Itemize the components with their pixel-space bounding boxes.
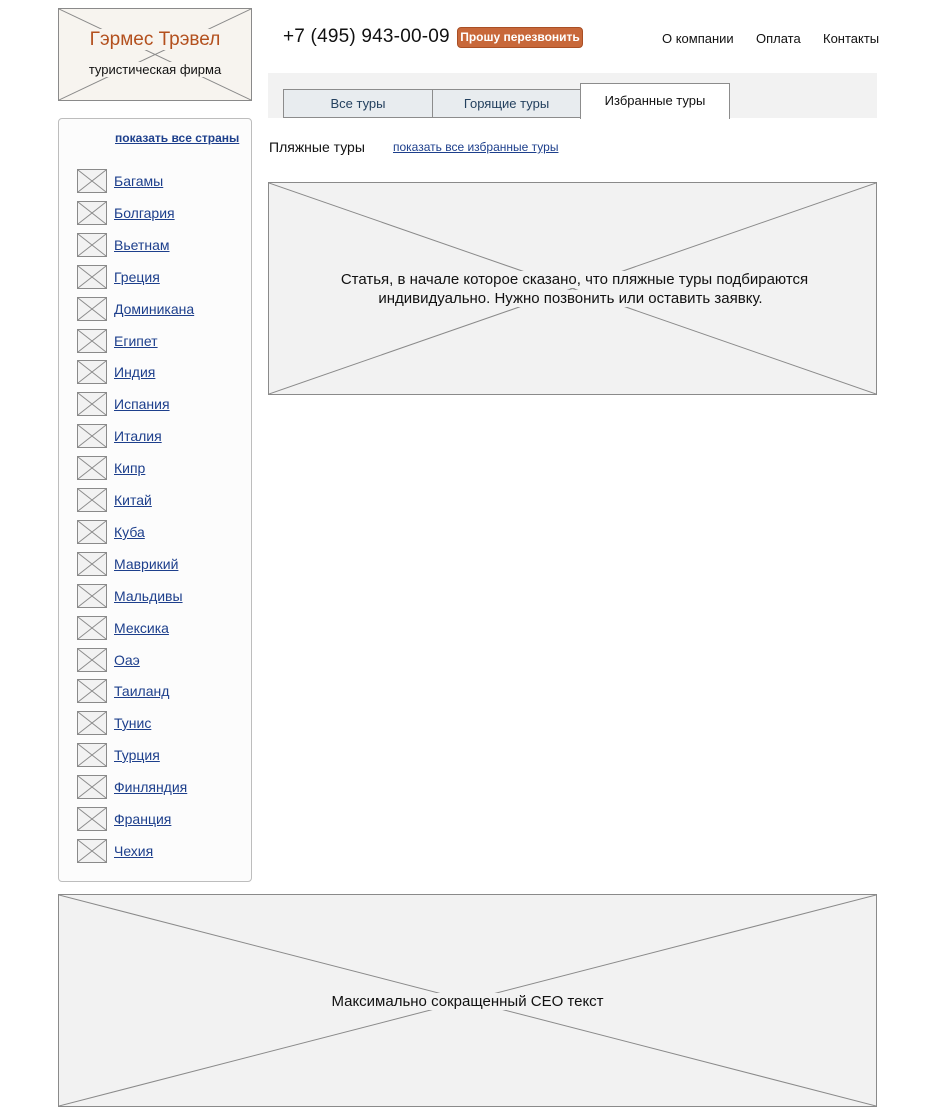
country-thumbnail-icon	[77, 424, 107, 448]
article-placeholder	[268, 182, 877, 395]
list-item[interactable]	[77, 329, 247, 355]
country-link[interactable]: Болгария	[114, 205, 175, 221]
country-link[interactable]: Тунис	[114, 715, 152, 731]
list-item[interactable]	[77, 839, 247, 865]
list-item[interactable]	[77, 456, 247, 482]
list-item[interactable]	[77, 488, 247, 514]
brand-name: Гэрмес Трэвел	[89, 29, 221, 50]
country-link[interactable]: Доминикана	[114, 301, 195, 317]
country-thumbnail-icon	[77, 265, 107, 289]
country-thumbnail-icon	[77, 520, 107, 544]
country-link[interactable]: Оаэ	[114, 652, 140, 668]
country-thumbnail-icon	[77, 648, 107, 672]
country-thumbnail-icon	[77, 392, 107, 416]
phone-number: +7 (495) 943-00-09	[283, 26, 450, 47]
country-thumbnail-icon	[77, 711, 107, 735]
section-title: Пляжные туры	[269, 139, 365, 155]
list-item[interactable]	[77, 775, 247, 801]
country-link[interactable]: Финляндия	[114, 779, 188, 795]
country-link[interactable]: Индия	[114, 364, 156, 380]
country-thumbnail-icon	[77, 775, 107, 799]
country-link[interactable]: Мальдивы	[114, 588, 183, 604]
brand-tagline: туристическая фирма	[88, 62, 222, 77]
country-link[interactable]: Греция	[114, 269, 160, 285]
country-link[interactable]: Вьетнам	[114, 237, 170, 253]
country-thumbnail-icon	[77, 584, 107, 608]
country-link[interactable]: Чехия	[114, 843, 154, 859]
country-link[interactable]: Кипр	[114, 460, 146, 476]
list-item[interactable]	[77, 297, 247, 323]
list-item[interactable]	[77, 392, 247, 418]
list-item[interactable]	[77, 265, 247, 291]
country-link[interactable]: Испания	[114, 396, 170, 412]
article-text: Статья, в начале которое сказано, что пляжные туры подбираются индивидуально. Нужно позвонить или оставить заявку.	[337, 271, 808, 307]
seo-text: Максимально сокращенный CEO текст	[327, 993, 607, 1010]
show-all-countries-link[interactable]: показать все страны	[115, 131, 240, 145]
country-thumbnail-icon	[77, 201, 107, 225]
country-thumbnail-icon	[77, 743, 107, 767]
country-link[interactable]: Турция	[114, 747, 160, 763]
nav-link-contacts[interactable]: Контакты	[823, 31, 880, 46]
country-thumbnail-icon	[77, 169, 107, 193]
country-link[interactable]: Мексика	[114, 620, 169, 636]
nav-link-about[interactable]: О компании	[662, 31, 734, 46]
country-link[interactable]: Багамы	[114, 173, 164, 189]
list-item[interactable]	[77, 807, 247, 833]
list-item[interactable]	[77, 711, 247, 737]
country-thumbnail-icon	[77, 329, 107, 353]
country-thumbnail-icon	[77, 616, 107, 640]
list-item[interactable]	[77, 648, 247, 674]
country-thumbnail-icon	[77, 360, 107, 384]
seo-text-placeholder	[58, 894, 877, 1107]
list-item[interactable]	[77, 169, 247, 195]
callback-button[interactable]: Прошу перезвонить	[457, 27, 583, 48]
country-thumbnail-icon	[77, 679, 107, 703]
logo[interactable]	[58, 8, 252, 101]
country-link[interactable]: Куба	[114, 524, 145, 540]
list-item[interactable]	[77, 584, 247, 610]
country-thumbnail-icon	[77, 488, 107, 512]
country-thumbnail-icon	[77, 456, 107, 480]
list-item[interactable]	[77, 616, 247, 642]
list-item[interactable]	[77, 520, 247, 546]
country-link[interactable]: Египет	[114, 333, 158, 349]
list-item[interactable]	[77, 552, 247, 578]
country-sidebar	[58, 118, 252, 882]
tab-all-tours[interactable]: Все туры	[283, 89, 433, 118]
country-link[interactable]: Таиланд	[114, 683, 170, 699]
list-item[interactable]	[77, 360, 247, 386]
country-link[interactable]: Китай	[114, 492, 152, 508]
country-link[interactable]: Франция	[114, 811, 172, 827]
tab-hot-tours[interactable]: Горящие туры	[432, 89, 581, 118]
country-thumbnail-icon	[77, 807, 107, 831]
show-all-featured-link[interactable]: показать все избранные туры	[393, 140, 559, 154]
list-item[interactable]	[77, 233, 247, 259]
country-thumbnail-icon	[77, 552, 107, 576]
list-item[interactable]	[77, 743, 247, 769]
tab-featured-tours[interactable]: Избранные туры	[580, 83, 730, 119]
country-link[interactable]: Италия	[114, 428, 162, 444]
nav-link-payment[interactable]: Оплата	[756, 31, 801, 46]
country-thumbnail-icon	[77, 297, 107, 321]
list-item[interactable]	[77, 424, 247, 450]
list-item[interactable]	[77, 201, 247, 227]
country-thumbnail-icon	[77, 839, 107, 863]
list-item[interactable]	[77, 679, 247, 705]
country-thumbnail-icon	[77, 233, 107, 257]
placeholder-cross-icon	[59, 9, 251, 100]
country-link[interactable]: Маврикий	[114, 556, 179, 572]
